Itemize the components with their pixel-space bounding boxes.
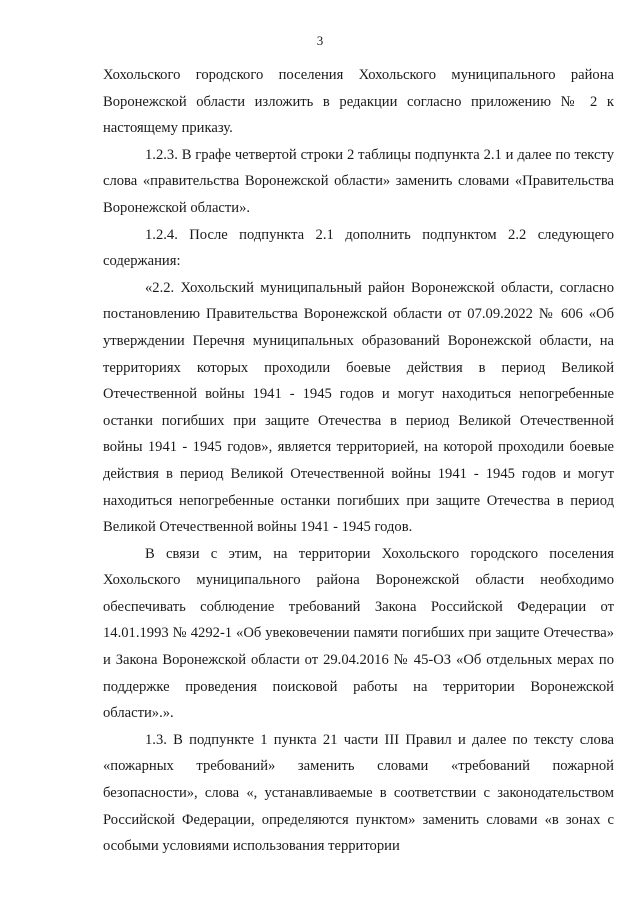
paragraph-1-3: 1.3. В подпункте 1 пункта 21 части III Правил и далее по тексту слова «пожарных требований» заменить словами «требований пожарной безопасности», слова «, устанавливаемые в соответствии с законодательством Российской Федерации, определяются пунктом» заменить словами «в зонах с особыми условиями использования территории	[103, 731, 614, 855]
paragraph-2-2-quote: «2.2. Хохольский муниципальный район Воронежской области, согласно постановлению Правительства Воронежской области от 07.09.2022 № 606 «Об утверждении Перечня муниципальных образований Воронежской области, на территориях которых проходили боевые действия в период Великой Отечественной войны 1941 - 1945 годов и могут находиться непогребенные останки погибших при защите Отечества в период Великой Отечественной войны 1941 - 1945 годов», является территорией, на которой проходили боевые действия в период Великой Отечественной войны 1941 - 1945 годов и могут находиться непогребенные останки погибших при защите Отечества в период Великой Отечественной войны 1941 - 1945 годов.	[103, 279, 614, 536]
paragraph-1-2-4: 1.2.4. После подпункта 2.1 дополнить подпунктом 2.2 следующего содержания:	[103, 226, 614, 270]
page-number: 3	[316, 33, 324, 48]
document-body	[103, 62, 614, 860]
paragraph-continuation: Хохольского городского поселения Хохольского муниципального района Воронежской области изложить в редакции согласно приложению № 2 к настоящему приказу.	[103, 67, 614, 137]
paragraph-consequence: В связи с этим, на территории Хохольского городского поселения Хохольского муниципального района Воронежской области необходимо обеспечивать соблюдение требований Закона Российской Федерации от 14.01.1993 № 4292-1 «Об увековечении памяти погибших при защите Отечества» и Закона Воронежской области от 29.04.2016 № 45-ОЗ «Об отдельных мерах по поддержке проведения поисковой работы на территории Воронежской области».».	[103, 545, 614, 722]
paragraph-1-2-3: 1.2.3. В графе четвертой строки 2 таблицы подпункта 2.1 и далее по тексту слова «правительства Воронежской области» заменить словами «Правительства Воронежской области».	[103, 146, 614, 216]
